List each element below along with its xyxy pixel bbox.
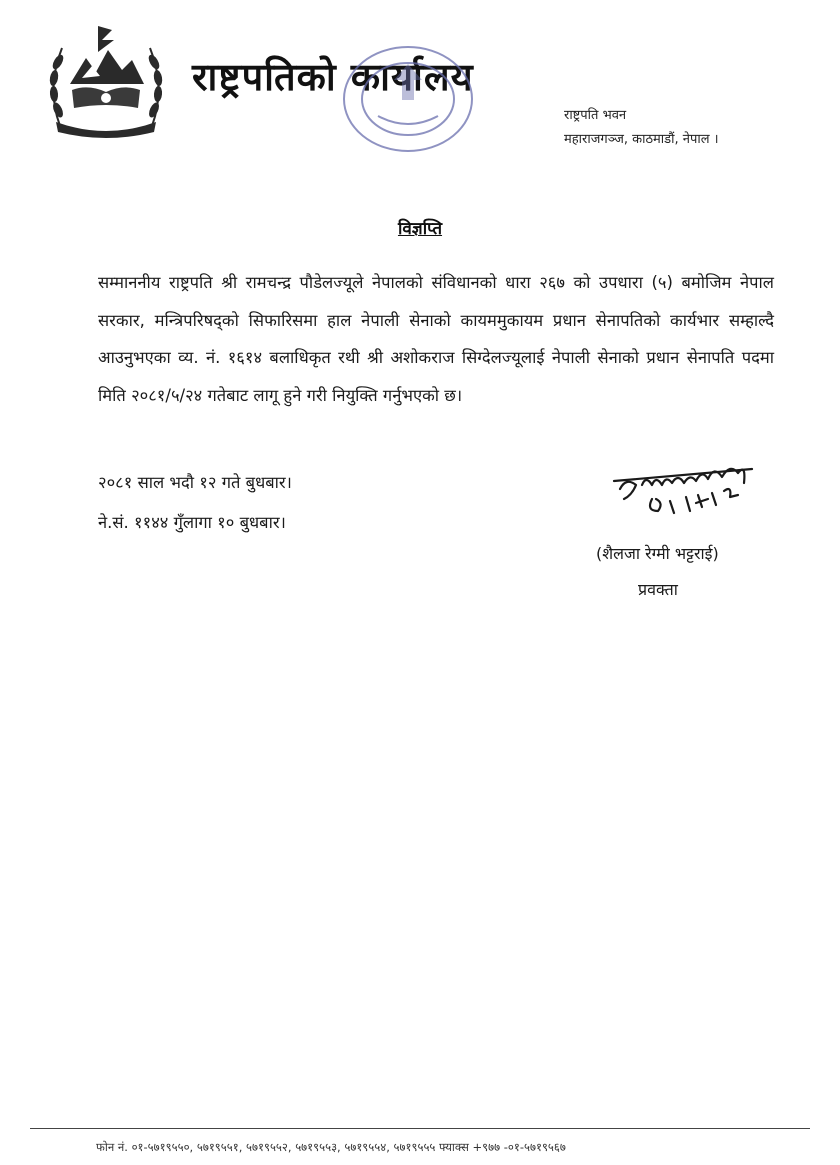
notice-body — [98, 264, 774, 414]
handwritten-signature-icon — [612, 455, 762, 533]
date-ns: ने.सं. ११४४ गुँलागा १० बुधबार। — [98, 513, 286, 532]
notice-body-paragraph: सम्माननीय राष्ट्रपति श्री रामचन्द्र पौडेलज्यूले नेपालको संविधानको धारा २६७ को उपधारा (५) बमोजिम नेपाल सरकार, मन्त्रिपरिषद्को सिफारिसमा हाल नेपाली सेनाको कायममुकायम प्रधान सेनापतिको कार्यभार सम्हाल्दै आउनुभएका व्य. नं. १६१४ बलाधिकृत रथी श्री अशोकराज सिग्देलज्यूलाई नेपाली सेनाको प्रधान सेनापति पदमा मिति २०८१/५/२४ गतेबाट लागू हुने गरी नियुक्ति गर्नुभएको छ। — [98, 273, 774, 405]
spokesperson-name: (शैलजा रेग्मी भट्टराई) — [596, 544, 719, 563]
office-address — [564, 104, 719, 152]
spokesperson-title: प्रवक्ता — [638, 580, 678, 599]
footer-contact: फोन नं. ०१-५७१९५५०, ५७१९५५१, ५७१९५५२, ५७१९५५३, ५७१९५५४, ५७१९५५५ फ्याक्स +९७७ -०१-५७१९५६७ — [96, 1140, 566, 1154]
office-title: राष्ट्रपतिको कार्यालय — [192, 55, 474, 99]
nepal-emblem-icon — [42, 18, 170, 140]
address-line-1: राष्ट्रपति भवन — [564, 108, 627, 123]
date-bs: २०८१ साल भदौ १२ गते बुधबार। — [98, 473, 292, 492]
notice-heading: विज्ञप्ति — [397, 219, 443, 239]
footer-divider — [30, 1128, 810, 1129]
address-line-2: महाराजगञ्ज, काठमाडौं, नेपाल । — [564, 132, 719, 147]
office-stamp-icon — [338, 40, 478, 158]
